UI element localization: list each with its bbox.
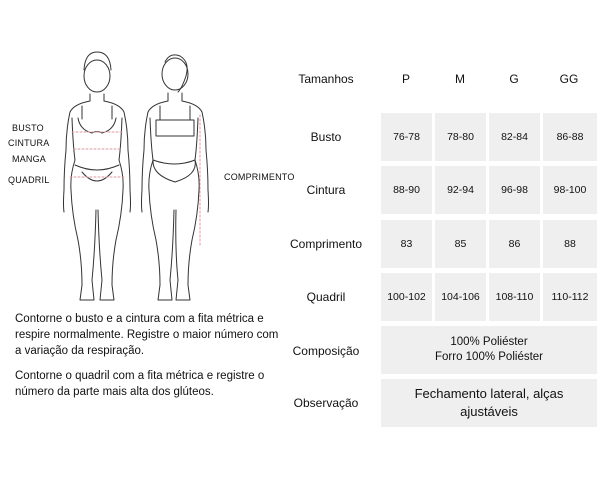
table-cell: 85 — [435, 220, 486, 268]
table-cell: 104-106 — [435, 273, 486, 321]
observation-cell: Fechamento lateral, alças ajustáveis — [381, 379, 597, 427]
size-header: GG — [559, 72, 579, 86]
table-cell: 82-84 — [489, 113, 540, 161]
table-cell: 108-110 — [489, 273, 540, 321]
table-cell: 86 — [489, 220, 540, 268]
table-cell: 92-94 — [435, 166, 486, 214]
row-label-observacao: Observação — [293, 396, 359, 410]
row-label-composicao: Composição — [292, 344, 360, 358]
table-cell: 110-112 — [543, 273, 597, 321]
table-cell: 78-80 — [435, 113, 486, 161]
composition-line: 100% Poliéster — [450, 336, 528, 348]
table-cell: 83 — [381, 220, 432, 268]
table-cell: 98-100 — [543, 166, 597, 214]
label-cintura: CINTURA — [8, 138, 50, 148]
label-comprimento: COMPRIMENTO — [224, 172, 295, 182]
measurement-instructions — [15, 311, 280, 409]
size-header: M — [455, 72, 465, 86]
table-cell: 88-90 — [381, 166, 432, 214]
body-figures — [0, 0, 300, 310]
label-manga: MANGA — [12, 154, 47, 164]
label-busto: BUSTO — [12, 123, 44, 133]
row-label-quadril: Quadril — [306, 290, 346, 304]
row-label-cintura: Cintura — [306, 183, 346, 197]
table-header-label: Tamanhos — [298, 72, 354, 86]
table-cell: 86-88 — [543, 113, 597, 161]
size-header: P — [401, 72, 410, 86]
label-quadril: QUADRIL — [8, 175, 50, 185]
row-label-busto: Busto — [310, 130, 342, 144]
composition-cell — [381, 326, 597, 374]
table-cell: 76-78 — [381, 113, 432, 161]
instruction-hip: Contorne o quadril com a fita métrica e registre o número da parte mais alta dos glúteos. — [15, 370, 265, 398]
table-cell: 100-102 — [381, 273, 432, 321]
size-header: G — [509, 72, 519, 86]
composition-line: Forro 100% Poliéster — [434, 351, 544, 363]
table-cell: 88 — [543, 220, 597, 268]
row-label-comprimento: Comprimento — [289, 237, 363, 251]
table-cell: 96-98 — [489, 166, 540, 214]
instruction-bust-waist: Contorne o busto e a cintura com a fita métrica e respire normalmente. Registre o maior número com a variação da respiração. — [15, 313, 279, 357]
